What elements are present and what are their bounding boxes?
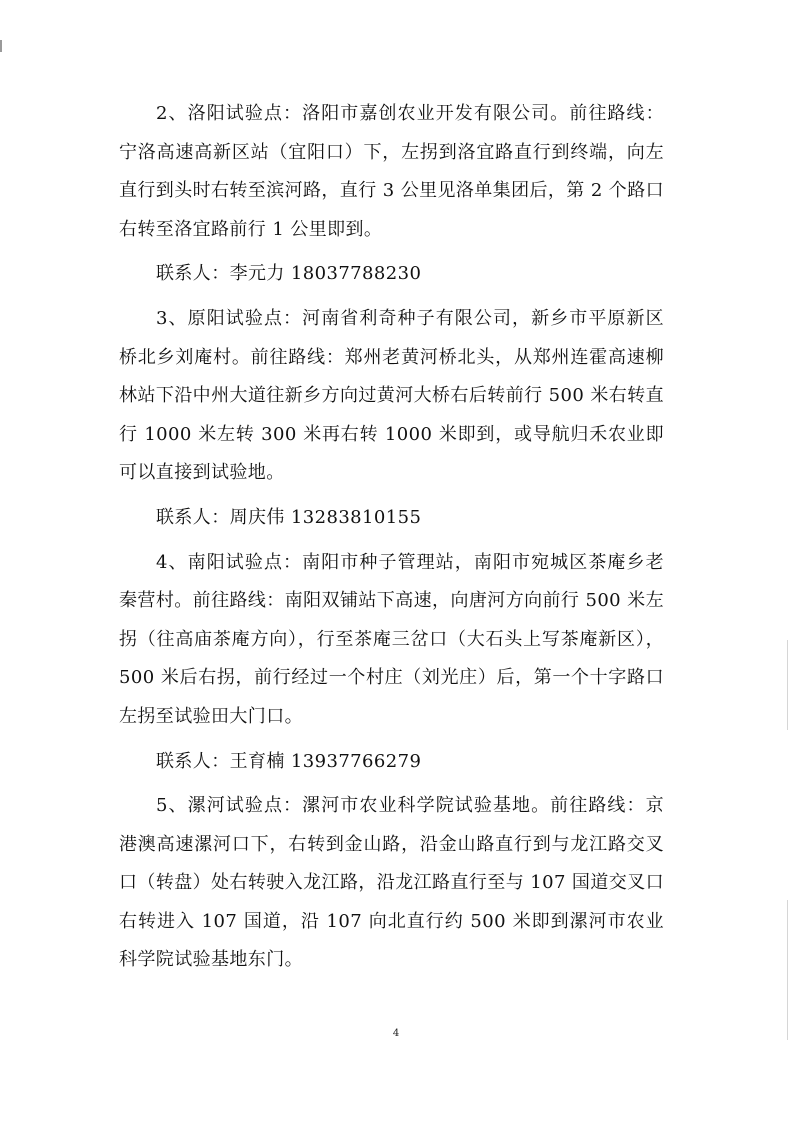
nanyang-contact: 联系人：王育楠 13937766279 — [156, 750, 422, 772]
scan-edge-shadow — [787, 640, 788, 730]
luoyang-contact: 联系人：李元力 18037788230 — [156, 263, 422, 285]
document-body — [119, 95, 664, 980]
luohe-site-paragraph: 5、漯河试验点：漯河市农业科学院试验基地。前往路线：京港澳高速漯河口下，右转到金山路，沿金山路直行到与龙江路交叉口（转盘）处右转驶入龙江路，沿龙江路直行至与 107 国道交叉口右转进入 107 国道，沿 107 向北直行约 500 米即到漯河市农业科学院试验基地东门。 — [119, 795, 664, 971]
yuanyang-contact: 联系人：周庆伟 13283810155 — [156, 506, 422, 528]
luoyang-site-paragraph: 2、洛阳试验点：洛阳市嘉创农业开发有限公司。前往路线：宁洛高速高新区站（宜阳口）下，左拐到洛宜路直行到终端，向左直行到头时右转至滨河路，直行 3 公里见洛单集团后，第 2 个路口右转至洛宜路前行 1 公里即到。 — [119, 103, 664, 240]
nanyang-site-paragraph: 4、南阳试验点：南阳市种子管理站，南阳市宛城区茶庵乡老秦营村。前往路线：南阳双铺站下高速，向唐河方向前行 500 米左拐（往高庙茶庵方向），行至茶庵三岔口（大石头上写茶庵新区），500 米后右拐，前行经过一个村庄（刘光庄）后，第一个十字路口左拐至试验田大门口。 — [119, 551, 664, 727]
scan-edge-shadow — [787, 900, 788, 1040]
scan-mark — [0, 40, 2, 52]
page-number: 4 — [392, 1028, 400, 1039]
yuanyang-site-paragraph: 3、原阳试验点：河南省利奇种子有限公司，新乡市平原新区桥北乡刘庵村。前往路线：郑州老黄河桥北头，从郑州连霍高速柳林站下沿中州大道往新乡方向过黄河大桥右后转前行 500 米右转直行 1000 米左转 300 米再右转 1000 米即到，或导航归禾农业即可以直接到试验地。 — [119, 307, 664, 484]
